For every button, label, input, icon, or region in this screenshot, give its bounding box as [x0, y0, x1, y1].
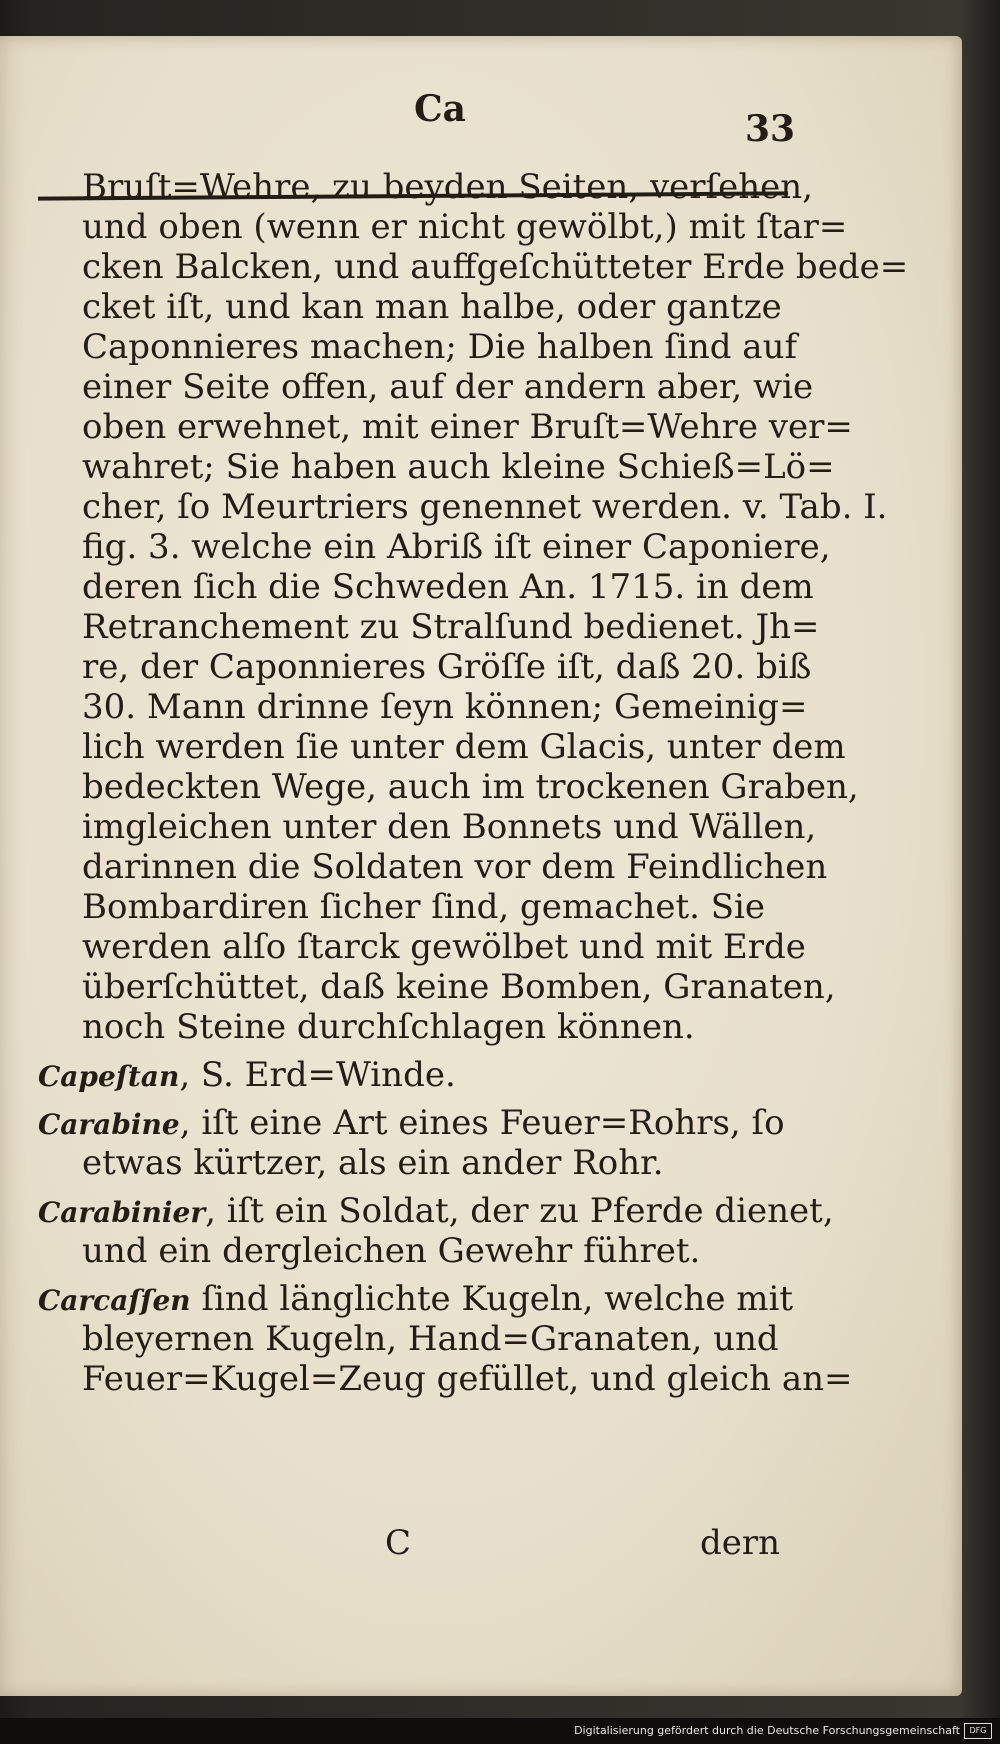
- page-number: 33: [745, 108, 796, 150]
- text-line: Caponnieres machen; Die halben ſind auf: [82, 327, 798, 367]
- text-line: Bruſt=Wehre, zu beyden Seiten, verſehen,: [82, 167, 813, 207]
- entry-carcassen: [38, 1278, 793, 1320]
- text-line: cken Balcken, und auffgeſchütteter Erde bede=: [82, 247, 909, 287]
- entry-text-continuation: bleyernen Kugeln, Hand=Granaten, und: [82, 1319, 779, 1359]
- text-line: cket iſt, und kan man halbe, oder gantze: [82, 287, 782, 327]
- text-line: einer Seite offen, auf der andern aber, wie: [82, 367, 814, 407]
- text-line: cher, ſo Meurtriers genennet werden. v. Tab. I.: [82, 487, 888, 527]
- entry-headword: Capeſtan: [38, 1060, 180, 1093]
- text-line: werden alſo ſtarck gewölbet und mit Erde: [82, 927, 806, 967]
- entry-text-continuation: Feuer=Kugel=Zeug gefüllet, und gleich an=: [82, 1359, 853, 1399]
- entry-headword: Carabinier: [38, 1196, 206, 1229]
- text-line: und oben (wenn er nicht gewölbt,) mit ſtar=: [82, 207, 848, 247]
- entry-carabinier: [38, 1190, 834, 1232]
- entry-text-continuation: und ein dergleichen Gewehr führet.: [82, 1231, 701, 1271]
- text-line: 30. Mann drinne ſeyn können; Gemeinig=: [82, 687, 808, 727]
- signature-mark: C: [385, 1523, 412, 1563]
- entry-text: , iſt eine Art eines Feuer=Rohrs, ſo: [179, 1103, 785, 1143]
- text-line: lich werden ſie unter dem Glacis, unter dem: [82, 727, 846, 767]
- text-line: Retranchement zu Stralſund bedienet. Jh=: [82, 607, 820, 647]
- text-line: noch Steine durchſchlagen können.: [82, 1007, 695, 1047]
- text-line: Bombardiren ſicher ſind, gemachet. Sie: [82, 887, 766, 927]
- entry-text: , iſt ein Soldat, der zu Pferde dienet,: [205, 1191, 834, 1231]
- text-line: überſchüttet, daß keine Bomben, Granaten,: [82, 967, 836, 1007]
- text-line: wahret; Sie haben auch kleine Schieß=Lö=: [82, 447, 835, 487]
- text-line: oben erwehnet, mit einer Bruſt=Wehre ver=: [82, 407, 853, 447]
- entry-text: ſind länglichte Kugeln, welche mit: [190, 1279, 794, 1319]
- entry-headword: Carabine: [38, 1108, 180, 1141]
- entry-headword: Carcaſſen: [38, 1284, 191, 1317]
- text-line: re, der Caponnieres Gröſſe iſt, daß 20. biß: [82, 647, 812, 687]
- entry-text: , S. Erd=Winde.: [179, 1055, 456, 1095]
- entry-text-continuation: etwas kürtzer, als ein ander Rohr.: [82, 1143, 664, 1183]
- text-line: imgleichen unter den Bonnets und Wällen,: [82, 807, 817, 847]
- footer-bar: [0, 1718, 1000, 1744]
- text-line: bedeckten Wege, auch im trockenen Graben,: [82, 767, 859, 807]
- running-head: Ca: [414, 88, 466, 130]
- footer-credit: Digitalisierung gefördert durch die Deutsche Forschungsgemeinschaft: [574, 1724, 960, 1737]
- text-line: deren ſich die Schweden An. 1715. in dem: [82, 567, 814, 607]
- entry-capestan: [38, 1054, 456, 1096]
- text-line: fig. 3. welche ein Abriß iſt einer Caponiere,: [82, 527, 831, 567]
- book-page: [0, 36, 962, 1696]
- catchword: dern: [700, 1523, 781, 1563]
- text-line: darinnen die Soldaten vor dem Feindlichen: [82, 847, 828, 887]
- dfg-logo-icon: DFG: [964, 1723, 992, 1739]
- entry-carabine: [38, 1102, 785, 1144]
